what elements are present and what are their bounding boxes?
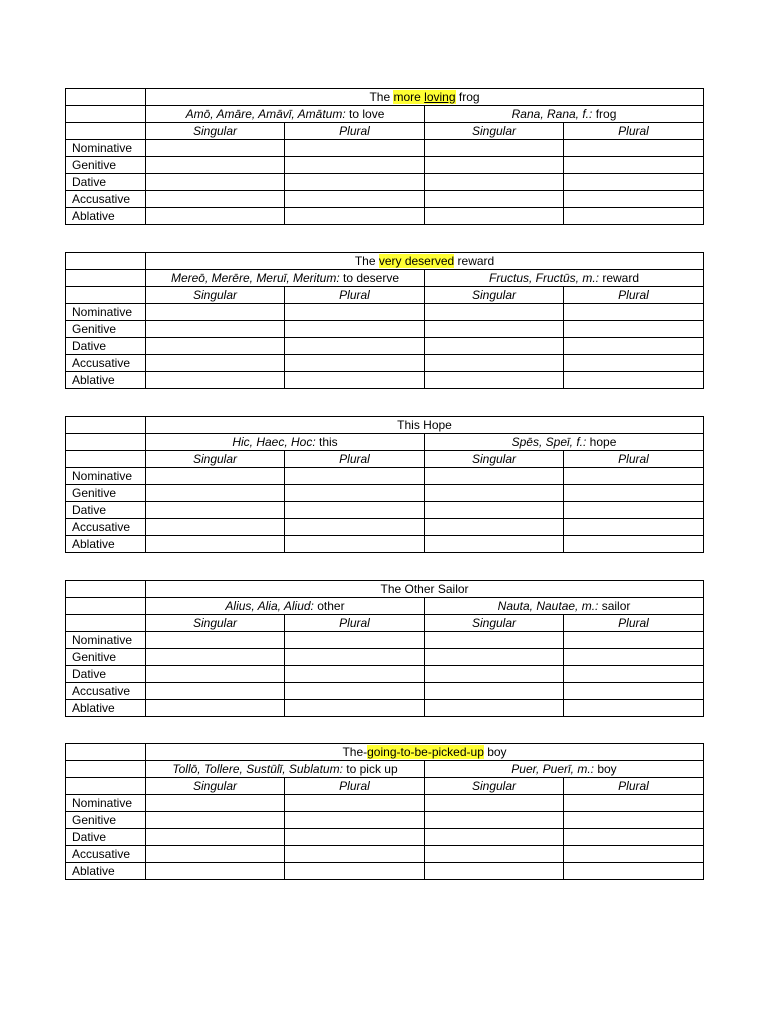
answer-cell[interactable] [564, 666, 704, 683]
case-label: Nominative [66, 795, 146, 812]
number-row [66, 451, 704, 468]
word1-header: Tollō, Tollere, Sustūlī, Sublatum: to pick up [146, 761, 425, 778]
answer-cell[interactable] [285, 863, 425, 880]
answer-cell[interactable] [564, 140, 704, 157]
case-label: Genitive [66, 157, 146, 174]
answer-cell[interactable] [425, 191, 564, 208]
case-label: Ablative [66, 208, 146, 225]
case-row [66, 355, 704, 372]
table-title: The more loving frog [146, 89, 704, 106]
case-row [66, 372, 704, 389]
title-row [66, 89, 704, 106]
case-row [66, 321, 704, 338]
answer-cell[interactable] [425, 683, 564, 700]
answer-cell[interactable] [564, 338, 704, 355]
case-row [66, 468, 704, 485]
word-row [66, 598, 704, 615]
answer-cell[interactable] [564, 174, 704, 191]
answer-cell[interactable] [285, 191, 425, 208]
answer-cell[interactable] [146, 795, 285, 812]
answer-cell[interactable] [564, 829, 704, 846]
word2-header: Fructus, Fructūs, m.: reward [425, 270, 704, 287]
case-row [66, 812, 704, 829]
word-row [66, 761, 704, 778]
answer-cell[interactable] [425, 700, 564, 717]
singular-label: Singular [146, 123, 285, 140]
answer-cell[interactable] [425, 485, 564, 502]
case-label: Ablative [66, 700, 146, 717]
plural-label: Plural [564, 778, 704, 795]
answer-cell[interactable] [285, 846, 425, 863]
answer-cell[interactable] [146, 812, 285, 829]
answer-cell[interactable] [285, 174, 425, 191]
answer-cell[interactable] [146, 304, 285, 321]
word1-header: Alius, Alia, Aliud: other [146, 598, 425, 615]
answer-cell[interactable] [285, 157, 425, 174]
case-label: Nominative [66, 140, 146, 157]
blank-cell [66, 434, 146, 451]
plural-label: Plural [285, 778, 425, 795]
case-label: Accusative [66, 191, 146, 208]
word1-header: Amō, Amāre, Amāvī, Amātum: to love [146, 106, 425, 123]
answer-cell[interactable] [146, 700, 285, 717]
table-title: This Hope [146, 417, 704, 434]
case-row [66, 700, 704, 717]
answer-cell[interactable] [146, 468, 285, 485]
answer-cell[interactable] [146, 485, 285, 502]
answer-cell[interactable] [285, 355, 425, 372]
blank-cell [66, 451, 146, 468]
answer-cell[interactable] [285, 321, 425, 338]
blank-cell [66, 270, 146, 287]
number-row [66, 615, 704, 632]
word-row [66, 434, 704, 451]
answer-cell[interactable] [285, 666, 425, 683]
blank-cell [66, 417, 146, 434]
blank-cell [66, 123, 146, 140]
case-row [66, 338, 704, 355]
singular-label: Singular [146, 287, 285, 304]
case-row [66, 863, 704, 880]
answer-cell[interactable] [425, 157, 564, 174]
case-row [66, 502, 704, 519]
case-label: Accusative [66, 683, 146, 700]
answer-cell[interactable] [564, 700, 704, 717]
case-label: Genitive [66, 321, 146, 338]
answer-cell[interactable] [146, 191, 285, 208]
answer-cell[interactable] [146, 372, 285, 389]
title-row [66, 581, 704, 598]
answer-cell[interactable] [425, 812, 564, 829]
answer-cell[interactable] [425, 846, 564, 863]
singular-label: Singular [425, 451, 564, 468]
answer-cell[interactable] [564, 191, 704, 208]
plural-label: Plural [285, 123, 425, 140]
case-label: Dative [66, 829, 146, 846]
word2-header: Spēs, Speī, f.: hope [425, 434, 704, 451]
blank-cell [66, 253, 146, 270]
blank-cell [66, 106, 146, 123]
case-row [66, 846, 704, 863]
number-row [66, 778, 704, 795]
declension-table-more-loving-frog [65, 88, 704, 225]
answer-cell[interactable] [146, 683, 285, 700]
case-label: Nominative [66, 632, 146, 649]
case-row [66, 649, 704, 666]
number-row [66, 287, 704, 304]
answer-cell[interactable] [564, 846, 704, 863]
answer-cell[interactable] [146, 846, 285, 863]
declension-table-going-to-be-picked-up-boy [65, 743, 704, 880]
singular-label: Singular [146, 615, 285, 632]
answer-cell[interactable] [564, 321, 704, 338]
answer-cell[interactable] [146, 338, 285, 355]
word1-header: Hic, Haec, Hoc: this [146, 434, 425, 451]
answer-cell[interactable] [425, 502, 564, 519]
word-row [66, 270, 704, 287]
answer-cell[interactable] [285, 519, 425, 536]
table-title: The very deserved reward [146, 253, 704, 270]
case-row [66, 666, 704, 683]
plural-label: Plural [564, 615, 704, 632]
title-row [66, 417, 704, 434]
blank-cell [66, 615, 146, 632]
answer-cell[interactable] [285, 485, 425, 502]
declension-table-other-sailor [65, 580, 704, 717]
answer-cell[interactable] [425, 536, 564, 553]
answer-cell[interactable] [285, 649, 425, 666]
answer-cell[interactable] [425, 355, 564, 372]
case-row [66, 191, 704, 208]
answer-cell[interactable] [285, 700, 425, 717]
answer-cell[interactable] [146, 502, 285, 519]
answer-cell[interactable] [146, 863, 285, 880]
blank-cell [66, 287, 146, 304]
case-label: Dative [66, 502, 146, 519]
blank-cell [66, 744, 146, 761]
case-row [66, 485, 704, 502]
answer-cell[interactable] [146, 321, 285, 338]
answer-cell[interactable] [564, 304, 704, 321]
case-label: Ablative [66, 372, 146, 389]
case-label: Genitive [66, 649, 146, 666]
case-label: Dative [66, 338, 146, 355]
title-row [66, 744, 704, 761]
case-label: Accusative [66, 355, 146, 372]
answer-cell[interactable] [564, 485, 704, 502]
answer-cell[interactable] [425, 140, 564, 157]
declension-table-this-hope [65, 416, 704, 553]
answer-cell[interactable] [564, 157, 704, 174]
answer-cell[interactable] [564, 502, 704, 519]
answer-cell[interactable] [146, 649, 285, 666]
answer-cell[interactable] [285, 208, 425, 225]
case-row [66, 536, 704, 553]
case-row [66, 208, 704, 225]
plural-label: Plural [285, 615, 425, 632]
case-label: Genitive [66, 485, 146, 502]
answer-cell[interactable] [285, 338, 425, 355]
answer-cell[interactable] [564, 632, 704, 649]
answer-cell[interactable] [146, 355, 285, 372]
singular-label: Singular [425, 287, 564, 304]
word2-header: Rana, Rana, f.: frog [425, 106, 704, 123]
case-label: Ablative [66, 536, 146, 553]
highlighted-text: more [393, 90, 425, 104]
answer-cell[interactable] [146, 519, 285, 536]
answer-cell[interactable] [425, 468, 564, 485]
answer-cell[interactable] [285, 795, 425, 812]
answer-cell[interactable] [146, 536, 285, 553]
answer-cell[interactable] [564, 863, 704, 880]
case-row [66, 632, 704, 649]
word1-header: Mereō, Merēre, Meruī, Meritum: to deserve [146, 270, 425, 287]
answer-cell[interactable] [425, 863, 564, 880]
number-row [66, 123, 704, 140]
declension-table-very-deserved-reward [65, 252, 704, 389]
answer-cell[interactable] [146, 140, 285, 157]
answer-cell[interactable] [564, 795, 704, 812]
plural-label: Plural [285, 451, 425, 468]
singular-label: Singular [146, 778, 285, 795]
blank-cell [66, 761, 146, 778]
highlighted-text: going-to-be-picked-up [367, 745, 484, 759]
answer-cell[interactable] [564, 812, 704, 829]
answer-cell[interactable] [425, 174, 564, 191]
answer-cell[interactable] [425, 519, 564, 536]
answer-cell[interactable] [285, 502, 425, 519]
highlighted-text: loving [424, 90, 456, 104]
answer-cell[interactable] [285, 140, 425, 157]
case-label: Ablative [66, 863, 146, 880]
answer-cell[interactable] [425, 649, 564, 666]
word2-header: Puer, Puerī, m.: boy [425, 761, 704, 778]
case-label: Accusative [66, 519, 146, 536]
answer-cell[interactable] [285, 812, 425, 829]
singular-label: Singular [425, 778, 564, 795]
answer-cell[interactable] [146, 208, 285, 225]
answer-cell[interactable] [285, 536, 425, 553]
word-row [66, 106, 704, 123]
case-row [66, 157, 704, 174]
answer-cell[interactable] [285, 468, 425, 485]
blank-cell [66, 598, 146, 615]
blank-cell [66, 581, 146, 598]
highlighted-text: very deserved [378, 254, 455, 268]
case-label: Nominative [66, 304, 146, 321]
answer-cell[interactable] [564, 372, 704, 389]
answer-cell[interactable] [564, 536, 704, 553]
case-row [66, 304, 704, 321]
case-label: Genitive [66, 812, 146, 829]
answer-cell[interactable] [146, 632, 285, 649]
title-row [66, 253, 704, 270]
singular-label: Singular [425, 615, 564, 632]
answer-cell[interactable] [564, 519, 704, 536]
case-row [66, 140, 704, 157]
case-label: Dative [66, 666, 146, 683]
answer-cell[interactable] [146, 829, 285, 846]
answer-cell[interactable] [285, 632, 425, 649]
case-row [66, 829, 704, 846]
case-label: Nominative [66, 468, 146, 485]
case-row [66, 519, 704, 536]
answer-cell[interactable] [425, 304, 564, 321]
answer-cell[interactable] [564, 649, 704, 666]
table-title: The-going-to-be-picked-up boy [146, 744, 704, 761]
case-row [66, 174, 704, 191]
case-label: Accusative [66, 846, 146, 863]
answer-cell[interactable] [425, 829, 564, 846]
table-title: The Other Sailor [146, 581, 704, 598]
case-label: Dative [66, 174, 146, 191]
answer-cell[interactable] [285, 683, 425, 700]
answer-cell[interactable] [285, 304, 425, 321]
answer-cell[interactable] [564, 683, 704, 700]
singular-label: Singular [425, 123, 564, 140]
word2-header: Nauta, Nautae, m.: sailor [425, 598, 704, 615]
answer-cell[interactable] [425, 208, 564, 225]
plural-label: Plural [285, 287, 425, 304]
answer-cell[interactable] [564, 355, 704, 372]
plural-label: Plural [564, 287, 704, 304]
plural-label: Plural [564, 123, 704, 140]
plural-label: Plural [564, 451, 704, 468]
blank-cell [66, 89, 146, 106]
answer-cell[interactable] [425, 632, 564, 649]
case-row [66, 683, 704, 700]
answer-cell[interactable] [146, 666, 285, 683]
case-row [66, 795, 704, 812]
singular-label: Singular [146, 451, 285, 468]
answer-cell[interactable] [564, 208, 704, 225]
answer-cell[interactable] [425, 338, 564, 355]
answer-cell[interactable] [425, 795, 564, 812]
answer-cell[interactable] [564, 468, 704, 485]
answer-cell[interactable] [146, 157, 285, 174]
answer-cell[interactable] [146, 174, 285, 191]
blank-cell [66, 778, 146, 795]
answer-cell[interactable] [285, 372, 425, 389]
answer-cell[interactable] [285, 829, 425, 846]
answer-cell[interactable] [425, 666, 564, 683]
answer-cell[interactable] [425, 321, 564, 338]
answer-cell[interactable] [425, 372, 564, 389]
